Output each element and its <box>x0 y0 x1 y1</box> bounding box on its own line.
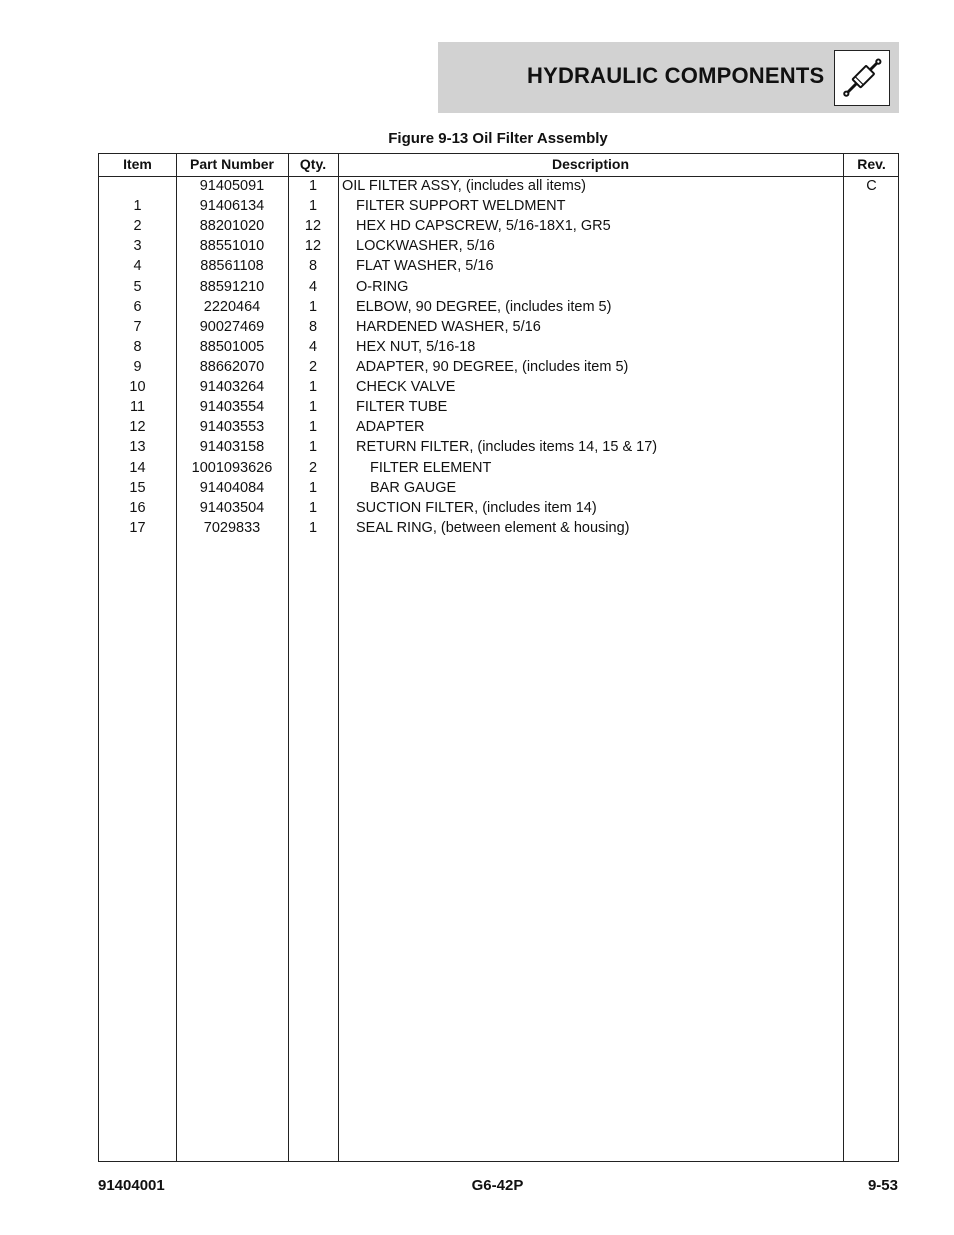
qty-cell: 1 <box>308 399 318 416</box>
table-row <box>99 236 898 256</box>
column-header-item: Item <box>123 156 152 172</box>
part-number-cell: 91403504 <box>199 499 265 516</box>
part-number-cell: 88561108 <box>200 258 264 275</box>
qty-cell: 2 <box>308 459 318 476</box>
part-number-cell: 88662070 <box>199 358 265 375</box>
item-cell: 5 <box>133 278 142 295</box>
description-cell: RETURN FILTER, (includes items 14, 15 & 17) <box>356 439 658 456</box>
rev-cell <box>843 297 900 317</box>
table-row <box>99 297 898 317</box>
item-cell: 3 <box>133 238 142 255</box>
part-number-cell: 91406134 <box>199 198 265 215</box>
table-row <box>99 498 898 518</box>
rev-cell <box>843 317 900 337</box>
item-cell: 14 <box>129 459 146 476</box>
part-number-cell: 88551010 <box>199 238 265 255</box>
part-number-cell: 88201020 <box>199 218 265 235</box>
description-cell: HEX HD CAPSCREW, 5/16-18X1, GR5 <box>356 218 611 235</box>
item-cell: 4 <box>133 258 142 275</box>
qty-cell: 1 <box>308 298 318 315</box>
header-band <box>438 42 899 113</box>
rev-cell <box>843 397 900 417</box>
item-cell: 6 <box>133 298 142 315</box>
table-row <box>99 377 898 397</box>
rev-cell <box>843 216 900 236</box>
figure-title: Figure 9-13 Oil Filter Assembly <box>388 130 608 147</box>
part-number-cell: 7029833 <box>203 519 261 536</box>
description-cell: FLAT WASHER, 5/16 <box>356 258 494 275</box>
table-row <box>99 256 898 276</box>
description-cell: FILTER SUPPORT WELDMENT <box>356 198 566 215</box>
hydraulic-cylinder-icon <box>834 50 890 106</box>
table-row <box>99 277 898 297</box>
table-row <box>99 216 898 236</box>
rev-cell <box>843 498 900 518</box>
part-number-cell: 88591210 <box>199 278 265 295</box>
rev-cell <box>843 337 900 357</box>
item-cell: 16 <box>129 499 146 516</box>
description-cell: ELBOW, 90 DEGREE, (includes item 5) <box>356 298 612 315</box>
item-cell: 13 <box>129 439 146 456</box>
part-number-cell: 1001093626 <box>191 459 273 476</box>
description-cell: HARDENED WASHER, 5/16 <box>356 318 541 335</box>
qty-cell: 1 <box>308 198 318 215</box>
description-cell: CHECK VALVE <box>356 379 456 396</box>
table-row <box>99 478 898 498</box>
rev-cell <box>843 357 900 377</box>
table-row <box>99 458 898 478</box>
table-row <box>99 357 898 377</box>
part-number-cell: 91405091 <box>199 178 265 194</box>
description-cell: SUCTION FILTER, (includes item 14) <box>356 499 597 516</box>
rev-cell <box>843 377 900 397</box>
description-cell: OIL FILTER ASSY, (includes all items) <box>342 178 586 194</box>
section-title: HYDRAULIC COMPONENTS <box>527 63 825 88</box>
rev-cell <box>843 256 900 276</box>
part-number-cell: 88501005 <box>199 338 265 355</box>
description-cell: HEX NUT, 5/16-18 <box>356 338 476 355</box>
qty-cell: 1 <box>308 439 318 456</box>
footer-document-number: 91404001 <box>98 1177 165 1194</box>
qty-cell: 12 <box>304 218 322 235</box>
description-cell: FILTER TUBE <box>356 399 448 416</box>
description-cell: LOCKWASHER, 5/16 <box>356 238 495 255</box>
column-header-rev: Rev. <box>857 156 886 172</box>
item-cell: 17 <box>129 519 146 536</box>
table-row <box>99 196 898 216</box>
rev-cell <box>843 458 900 478</box>
rev-cell <box>843 437 900 457</box>
qty-cell: 1 <box>308 519 318 536</box>
rev-cell: C <box>866 178 877 194</box>
table-row <box>99 397 898 417</box>
rev-cell <box>843 478 900 498</box>
table-row <box>99 437 898 457</box>
item-cell: 9 <box>133 358 142 375</box>
description-cell: SEAL RING, (between element & housing) <box>356 519 630 536</box>
item-cell: 15 <box>129 479 146 496</box>
part-number-cell: 2220464 <box>203 298 261 315</box>
qty-cell: 1 <box>308 419 318 436</box>
table-row <box>99 518 898 538</box>
part-number-cell: 90027469 <box>199 318 265 335</box>
column-header-part-number: Part Number <box>189 156 275 172</box>
rev-cell <box>843 518 900 538</box>
item-cell: 1 <box>133 198 142 215</box>
column-header-description: Description <box>551 156 629 172</box>
part-number-cell: 91403264 <box>199 379 265 396</box>
qty-cell: 1 <box>308 379 318 396</box>
parts-table <box>98 153 899 1162</box>
description-cell: ADAPTER <box>356 419 425 436</box>
qty-cell: 1 <box>308 178 318 194</box>
item-cell <box>99 176 176 196</box>
part-number-cell: 91404084 <box>199 479 265 496</box>
rev-cell <box>843 277 900 297</box>
qty-cell: 8 <box>308 318 318 335</box>
table-row <box>99 337 898 357</box>
qty-cell: 4 <box>308 338 318 355</box>
qty-cell: 4 <box>308 278 318 295</box>
qty-cell: 2 <box>308 358 318 375</box>
table-row <box>99 176 898 196</box>
item-cell: 10 <box>129 379 146 396</box>
table-row <box>99 417 898 437</box>
item-cell: 2 <box>133 218 142 235</box>
table-row <box>99 317 898 337</box>
rev-cell <box>843 417 900 437</box>
qty-cell: 8 <box>308 258 318 275</box>
item-cell: 12 <box>129 419 146 436</box>
part-number-cell: 91403553 <box>199 419 265 436</box>
item-cell: 7 <box>133 318 142 335</box>
item-cell: 8 <box>133 338 142 355</box>
qty-cell: 12 <box>304 238 322 255</box>
description-cell: ADAPTER, 90 DEGREE, (includes item 5) <box>356 358 629 375</box>
description-cell: BAR GAUGE <box>370 479 457 496</box>
footer-page-number: 9-53 <box>867 1177 898 1194</box>
description-cell: FILTER ELEMENT <box>370 459 492 476</box>
table-body <box>99 176 898 538</box>
rev-cell <box>843 196 900 216</box>
footer-model: G6-42P <box>471 1177 524 1194</box>
item-cell: 11 <box>129 399 146 416</box>
rev-cell <box>843 236 900 256</box>
part-number-cell: 91403158 <box>199 439 265 456</box>
description-cell: O-RING <box>356 278 409 295</box>
part-number-cell: 91403554 <box>199 399 265 416</box>
qty-cell: 1 <box>308 479 318 496</box>
column-header-qty: Qty. <box>299 156 327 172</box>
qty-cell: 1 <box>308 499 318 516</box>
